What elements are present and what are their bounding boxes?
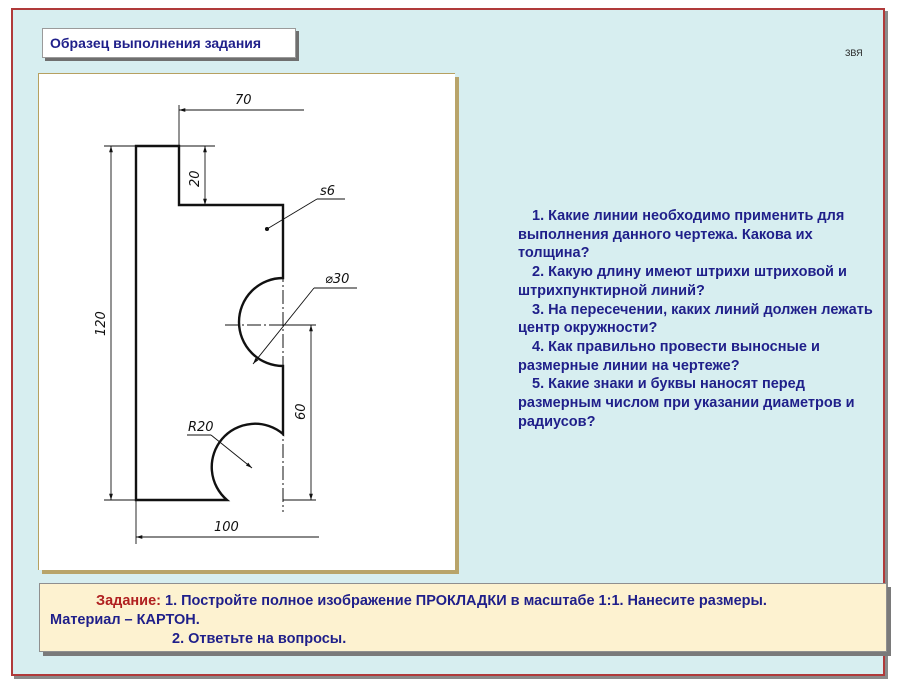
- dim-radius: R20: [188, 420, 214, 435]
- dim-spacing: 60: [294, 403, 309, 420]
- task-line-1: 1. Постройте полное изображение ПРОКЛАДКИ в масштабе 1:1. Нанесите размеры.: [160, 593, 767, 609]
- dim-width-bottom: 100: [214, 520, 239, 535]
- question-item: 2. Какую длину имеют штрихи штриховой и штрихпунктирной линий?: [518, 264, 847, 299]
- task-line-2: Материал – КАРТОН.: [50, 612, 200, 628]
- center-lines: [225, 224, 304, 512]
- question-item: 1. Какие линии необходимо применить для выполнения данного чертежа. Какова их толщина?: [518, 208, 845, 262]
- author-mark: ЗВЯ: [845, 48, 863, 58]
- dim-height-total: 120: [94, 311, 109, 336]
- slide: [11, 8, 885, 676]
- questions-list: [518, 207, 878, 431]
- question-item: 4. Как правильно провести выносные и размерные линии на чертеже?: [518, 338, 820, 374]
- page-title: Образец выполнения задания: [42, 28, 296, 58]
- task-label: Задание:: [96, 593, 161, 609]
- dim-thickness: s6: [320, 184, 336, 199]
- dim-height-step: 20: [188, 170, 203, 187]
- question-item: 3. На пересечении, каких линий должен лежать центр окружности?: [518, 301, 873, 337]
- technical-drawing: [39, 74, 455, 570]
- dimension-lines: [111, 110, 357, 537]
- task-line-3: 2. Ответьте на вопросы.: [172, 631, 347, 647]
- dim-diameter: ⌀30: [325, 272, 350, 287]
- dim-width-top: 70: [235, 93, 252, 108]
- question-item: 5. Какие знаки и буквы наносят перед размерным числом при указании диаметров и радиусов?: [518, 376, 855, 430]
- drawing-card: [38, 73, 455, 570]
- part-outline: [136, 146, 283, 500]
- task-box: [39, 583, 887, 652]
